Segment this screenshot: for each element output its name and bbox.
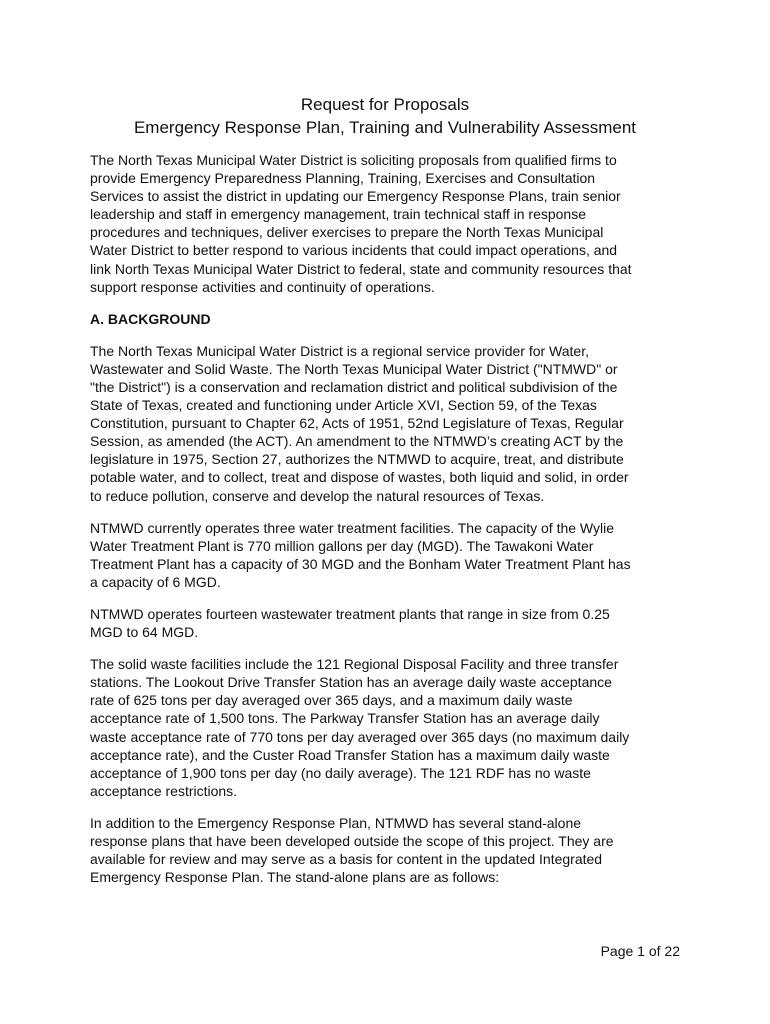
- intro-paragraph: The North Texas Municipal Water District is soliciting proposals from qualified firms to provide Emergency Preparedness Planning, Training, Exercises and Consultation Services to assist the district in updating our Emergency Response Plans, train senior leadership and staff in emergency management, train technical staff in response procedures and techniques, deliver exercises to prepare the North Texas Municipal Water District to better respond to various incidents that could impact operations, and link North Texas Municipal Water District to federal, state and community resources that support response activities and continuity of operations.: [90, 152, 632, 295]
- document-subtitle: Emergency Response Plan, Training and Vulnerability Assessment: [133, 118, 637, 137]
- background-paragraph-5: In addition to the Emergency Response Plan, NTMWD has several stand-alone response plans that have been developed outside the scope of this project. They are available for review and may serve as a basis for content in the updated Integrated Emergency Response Plan. The stand-alone plans are as follows:: [90, 814, 614, 886]
- title-block: [0, 93, 770, 139]
- document-title: Request for Proposals: [300, 95, 470, 114]
- page-number: Page 1 of 22: [600, 943, 680, 959]
- section-heading-background: A. BACKGROUND: [90, 310, 211, 327]
- background-paragraph-2: NTMWD currently operates three water treatment facilities. The capacity of the Wylie Water Treatment Plant is 770 million gallons per day (MGD). The Tawakoni Water Treatment Plant has a capacity of 30 MGD and the Bonham Water Treatment Plant has a capacity of 6 MGD.: [90, 519, 631, 590]
- background-paragraph-4: The solid waste facilities include the 121 Regional Disposal Facility and three transfer stations. The Lookout Drive Transfer Station has an average daily waste acceptance rate of 625 tons per day averaged over 365 days, and a maximum daily waste acceptance rate of 1,500 tons. The Parkway Transfer Station has an average daily waste acceptance rate of 770 tons per day averaged over 365 days (no maximum daily acceptance rate), and the Custer Road Transfer Station has a maximum daily waste acceptance of 1,900 tons per day (no daily average). The 121 RDF has no waste acceptance restrictions.: [90, 656, 630, 799]
- background-paragraph-3: NTMWD operates fourteen wastewater treatment plants that range in size from 0.25 MGD to 64 MGD.: [90, 605, 610, 641]
- document-body: [90, 151, 690, 900]
- background-paragraph-1: The North Texas Municipal Water District is a regional service provider for Water, Wastewater and Solid Waste. The North Texas Municipal Water District ("NTMWD" or "the District") is a conservation and reclamation district and political subdivision of the State of Texas, created and functioning under Article XVI, Section 59, of the Texas Constitution, pursuant to Chapter 62, Acts of 1951, 52nd Legislature of Texas, Regular Session, as amended (the ACT). An amendment to the NTMWD’s creating ACT by the legislature in 1975, Section 27, authorizes the NTMWD to acquire, treat, and distribute potable water, and to collect, treat and dispose of wastes, both liquid and solid, in order to reduce pollution, conserve and develop the natural resources of Texas.: [90, 342, 629, 504]
